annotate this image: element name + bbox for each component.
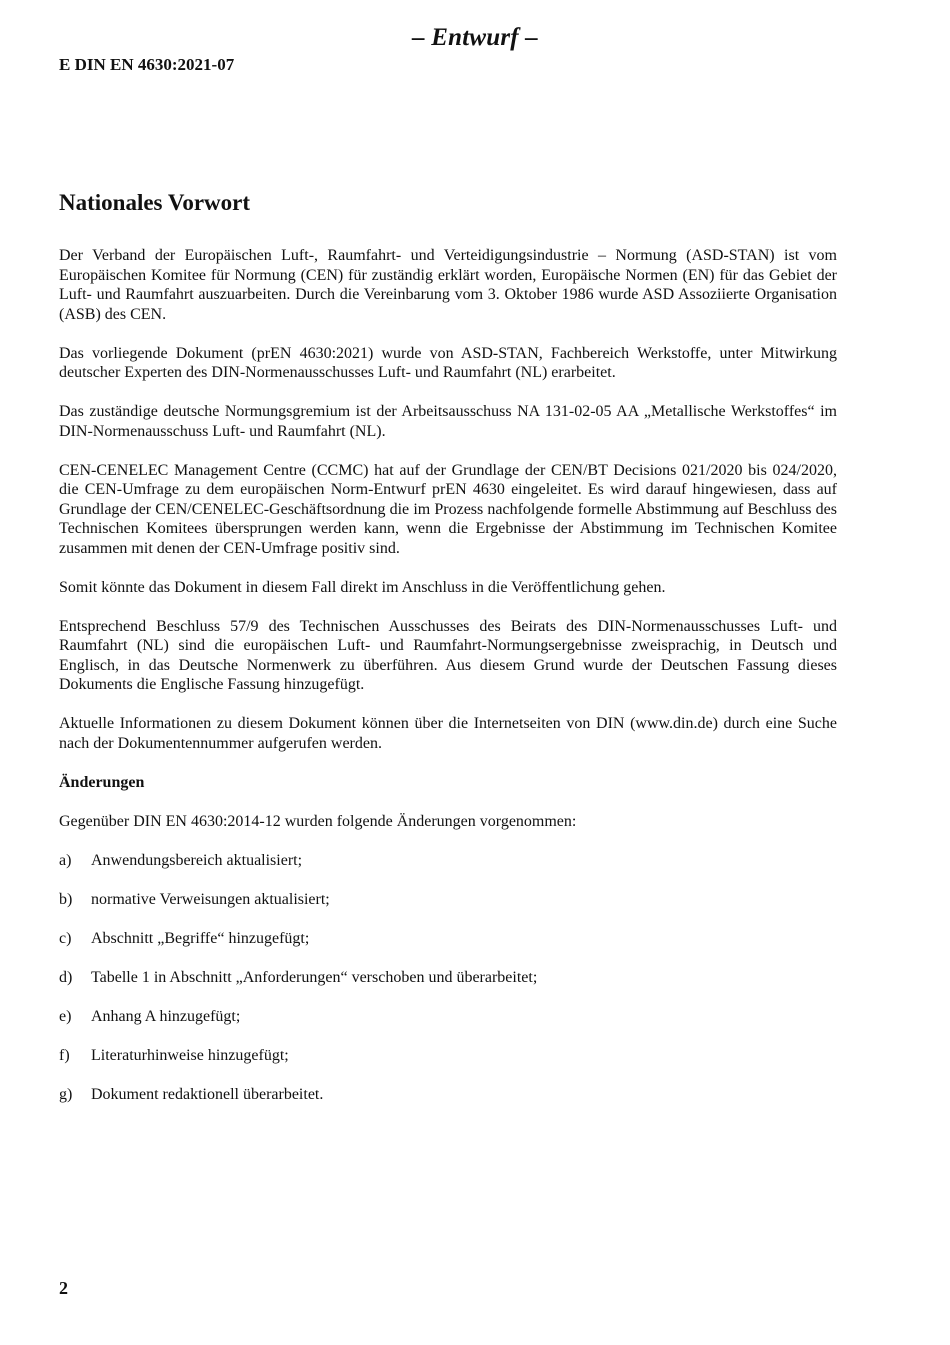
list-item-text: Literaturhinweise hinzugefügt; (91, 1046, 289, 1064)
list-marker: a) (59, 851, 72, 869)
list-item-text: Abschnitt „Begriffe“ hinzugefügt; (91, 929, 310, 947)
list-item-text: Anhang A hinzugefügt; (91, 1007, 241, 1025)
page-number: 2 (59, 1278, 68, 1298)
list-item (59, 851, 837, 871)
list-item (59, 890, 837, 910)
list-item (59, 929, 837, 949)
list-item (59, 1085, 837, 1105)
list-marker: g) (59, 1085, 73, 1103)
list-marker: f) (59, 1046, 70, 1064)
list-marker: b) (59, 890, 73, 908)
paragraph: Das vorliegende Dokument (prEN 4630:2021) wurde von ASD-STAN, Fachbereich Werkstoffe, unter Mitwirkung deutscher Experten des DIN-Normenausschusses Luft- und Raumfahrt (NL) erarbeitet. (59, 344, 837, 381)
list-item-text: normative Verweisungen aktualisiert; (91, 890, 330, 908)
list-item (59, 968, 837, 988)
paragraph: Das zuständige deutsche Normungsgremium ist der Arbeitsausschuss NA 131-02-05 AA „Metallische Werkstoffes“ im DIN-Normenausschuss Luft- und Raumfahrt (NL). (59, 403, 837, 440)
list-item-text: Tabelle 1 in Abschnitt „Anforderungen“ verschoben und überarbeitet; (91, 968, 538, 986)
paragraph: CEN-CENELEC Management Centre (CCMC) hat auf der Grundlage der CEN/BT Decisions 021/2020 bis 024/2020, die CEN-Umfrage zu dem europäischen Norm-Entwurf prEN 4630 eingeleitet. Es wird darauf hingewiesen, dass auf Grundlage der CEN/CENELEC-Geschäftsordnung die im Prozess nachfolgende formelle Abstimmung auf Beschluss des Technischen Komitees übersprungen werden kann, wenn die Ergebnisse der Abstimmung im Technischen Komitee zusammen mit denen der CEN-Umfrage positiv sind. (59, 461, 837, 557)
list-item-text: Dokument redaktionell überarbeitet. (91, 1085, 324, 1103)
changes-intro: Gegenüber DIN EN 4630:2014-12 wurden folgende Änderungen vorgenommen: (59, 812, 577, 830)
list-marker: c) (59, 929, 72, 947)
list-item-text: Anwendungsbereich aktualisiert; (91, 851, 303, 869)
changes-list (59, 851, 837, 1105)
section-title: Nationales Vorwort (59, 190, 251, 215)
paragraph: Der Verband der Europäischen Luft-, Raumfahrt- und Verteidigungsindustrie – Normung (ASD-STAN) ist vom Europäischen Komitee für Normung (CEN) für zuständig erklärt worden, Europäische Normen (EN) für das Gebiet der Luft- und Raumfahrt auszuarbeiten. Durch die Vereinbarung vom 3. Oktober 1986 wurde ASD Assoziierte Organisation (ASB) des CEN. (59, 247, 837, 323)
page-content (59, 188, 837, 1124)
document-id: E DIN EN 4630:2021-07 (59, 55, 235, 74)
list-marker: e) (59, 1007, 72, 1025)
list-marker: d) (59, 968, 73, 986)
list-item (59, 1046, 837, 1066)
changes-title: Änderungen (59, 773, 145, 791)
list-item (59, 1007, 837, 1027)
paragraph: Aktuelle Informationen zu diesem Dokument können über die Internetseiten von DIN (www.din.de) durch eine Suche nach der Dokumentennummer aufgerufen werden. (59, 715, 837, 752)
draft-watermark-label: – Entwurf – (412, 24, 538, 51)
paragraph: Entsprechend Beschluss 57/9 des Technischen Ausschusses des Beirats des DIN-Normenausschusses Luft- und Raumfahrt (NL) sind die europäischen Luft- und Raumfahrt-Normungsergebnisse zweisprachig, in Deutsch und Englisch, in das Deutsche Normenwerk zu überführen. Aus diesem Grund wurde der Deutschen Fassung dieses Dokuments die Englische Fassung hinzugefügt. (59, 617, 837, 693)
paragraph: Somit könnte das Dokument in diesem Fall direkt im Anschluss in die Veröffentlichung gehen. (59, 578, 666, 596)
